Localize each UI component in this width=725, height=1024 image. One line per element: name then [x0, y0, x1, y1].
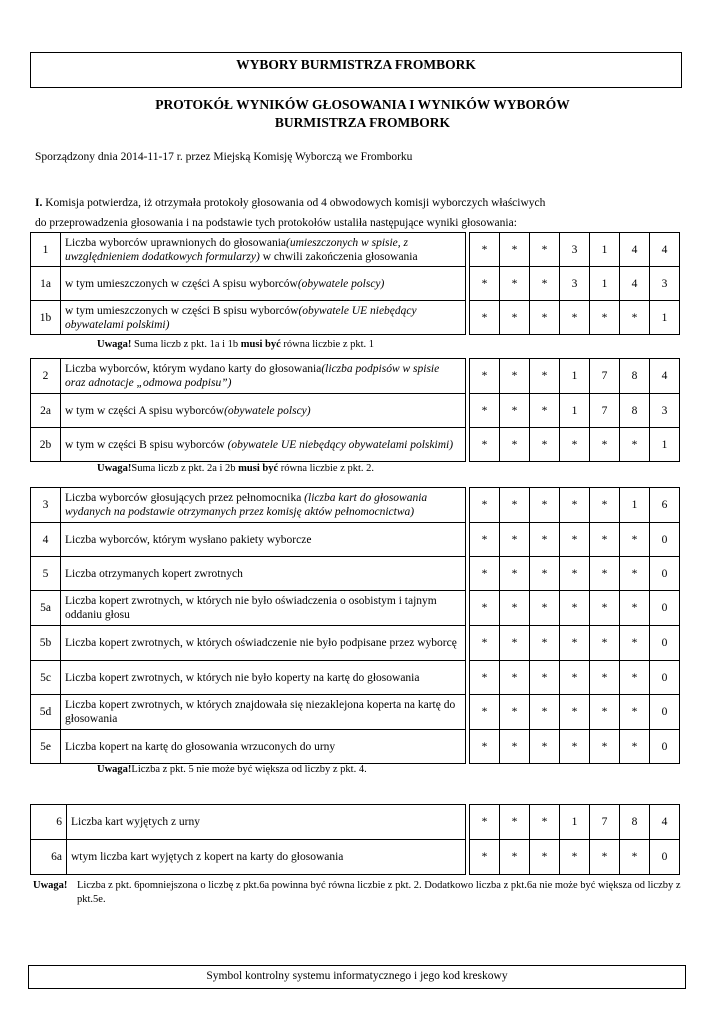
digit-cell: *	[530, 523, 560, 557]
digit-cell: *	[500, 730, 530, 764]
note-1: Uwaga! Suma liczb z pkt. 1a i 1b musi być równa liczbie z pkt. 1	[97, 339, 375, 350]
protocol-title-line1: PROTOKÓŁ WYNIKÓW GŁOSOWANIA I WYNIKÓW WYBORÓW	[155, 97, 570, 112]
row-description: Liczba kopert zwrotnych, w których nie było koperty na kartę do głosowania	[61, 661, 466, 695]
digit-cell: 1	[590, 267, 620, 301]
digit-cell: *	[530, 626, 560, 661]
table-row	[31, 591, 680, 626]
table-row	[31, 359, 680, 394]
digit-cell: *	[590, 626, 620, 661]
digit-cell: *	[470, 557, 500, 591]
digit-cell: 7	[590, 805, 620, 840]
row-description: Liczba kopert zwrotnych, w których znajdowała się niezaklejona koperta na kartę do głosowania	[61, 695, 466, 730]
digit-cell: 4	[650, 233, 680, 267]
digit-cell: *	[620, 557, 650, 591]
control-symbol-box: Symbol kontrolny systemu informatycznego i jego kod kreskowy	[28, 965, 686, 989]
digit-cell: *	[470, 428, 500, 462]
digit-cell: *	[620, 730, 650, 764]
digit-cell: *	[620, 591, 650, 626]
table-row	[31, 233, 680, 267]
row-description: Liczba wyborców, którym wydano karty do głosowania(liczba podpisów w spisie oraz adnotacje „odmowa podpisu”)	[61, 359, 466, 394]
protocol-title	[0, 96, 725, 132]
digit-cell: *	[500, 695, 530, 730]
digit-cell: *	[560, 661, 590, 695]
digit-cell: *	[470, 523, 500, 557]
table-row	[31, 267, 680, 301]
digit-cell: *	[590, 730, 620, 764]
digit-cell: *	[590, 428, 620, 462]
digit-cell: *	[530, 805, 560, 840]
digit-cell: *	[590, 488, 620, 523]
digit-cell: *	[530, 301, 560, 335]
table-row	[31, 523, 680, 557]
row-description: Liczba wyborców uprawnionych do głosowania(umieszczonych w spisie, z uwzględnieniem dodatkowych formularzy) w chwili zakończenia głosowania	[61, 233, 466, 267]
note-2: Uwaga!Suma liczb z pkt. 2a i 2b musi być równa liczbie z pkt. 2.	[97, 463, 375, 474]
digit-cell: *	[500, 626, 530, 661]
digit-cell: *	[590, 523, 620, 557]
table-group3	[30, 487, 680, 764]
digit-cell: *	[560, 626, 590, 661]
row-number: 2a	[31, 394, 61, 428]
digit-cell: *	[500, 394, 530, 428]
table-row	[31, 840, 680, 875]
digit-cell: 0	[650, 840, 680, 875]
table-row	[31, 394, 680, 428]
digit-cell: *	[560, 488, 590, 523]
row-description: w tym w części B spisu wyborców (obywatele UE niebędący obywatelami polskimi)	[61, 428, 466, 462]
digit-cell: *	[620, 301, 650, 335]
digit-cell: 3	[650, 267, 680, 301]
digit-cell: *	[620, 523, 650, 557]
row-description: Liczba kart wyjętych z urny	[67, 805, 466, 840]
digit-cell: *	[500, 359, 530, 394]
intro-line2: do przeprowadzenia głosowania i na podstawie tych protokołów ustaliła następujące wyniki głosowania:	[35, 217, 517, 229]
row-number: 5e	[31, 730, 61, 764]
digit-cell: *	[500, 661, 530, 695]
digit-cell: *	[530, 428, 560, 462]
table-row	[31, 626, 680, 661]
digit-cell: *	[470, 840, 500, 875]
digit-cell: 3	[560, 267, 590, 301]
digit-cell: 1	[560, 805, 590, 840]
row-number: 1b	[31, 301, 61, 335]
row-description: Liczba kopert na kartę do głosowania wrzuconych do urny	[61, 730, 466, 764]
digit-cell: 8	[620, 359, 650, 394]
digit-cell: 4	[620, 233, 650, 267]
digit-cell: *	[560, 557, 590, 591]
digit-cell: *	[530, 394, 560, 428]
row-description: wtym liczba kart wyjętych z kopert na karty do głosowania	[67, 840, 466, 875]
digit-cell: *	[560, 523, 590, 557]
digit-cell: *	[530, 267, 560, 301]
digit-cell: 3	[560, 233, 590, 267]
row-description: w tym umieszczonych w części B spisu wyborców(obywatele UE niebędący obywatelami polskimi)	[61, 301, 466, 335]
row-number: 5d	[31, 695, 61, 730]
digit-cell: 7	[590, 359, 620, 394]
row-number: 2	[31, 359, 61, 394]
row-number: 2b	[31, 428, 61, 462]
digit-cell: *	[530, 695, 560, 730]
protocol-title-line2: BURMISTRZA FROMBORK	[274, 115, 451, 130]
digit-cell: *	[560, 840, 590, 875]
row-number: 1	[31, 233, 61, 267]
digit-cell: *	[590, 591, 620, 626]
digit-cell: *	[470, 626, 500, 661]
digit-cell: *	[470, 359, 500, 394]
digit-cell: *	[500, 488, 530, 523]
digit-cell: 0	[650, 557, 680, 591]
digit-cell: 0	[650, 730, 680, 764]
table-group2	[30, 358, 680, 462]
digit-cell: *	[470, 488, 500, 523]
row-description: Liczba kopert zwrotnych, w których nie było oświadczenia o osobistym i tajnym oddaniu głosu	[61, 591, 466, 626]
table-group1	[30, 232, 680, 335]
intro-paragraph	[35, 193, 695, 233]
digit-cell: 1	[620, 488, 650, 523]
digit-cell: 0	[650, 591, 680, 626]
digit-cell: *	[500, 557, 530, 591]
digit-cell: *	[500, 840, 530, 875]
digit-cell: 1	[650, 428, 680, 462]
table-row	[31, 301, 680, 335]
digit-cell: *	[590, 840, 620, 875]
digit-cell: *	[560, 428, 590, 462]
row-number: 5b	[31, 626, 61, 661]
table-row	[31, 805, 680, 840]
digit-cell: *	[590, 661, 620, 695]
digit-cell: *	[500, 233, 530, 267]
digit-cell: 8	[620, 394, 650, 428]
digit-cell: 1	[560, 394, 590, 428]
digit-cell: *	[470, 233, 500, 267]
created-text: Sporządzony dnia 2014-11-17 r. przez Miejską Komisję Wyborczą we Fromborku	[35, 151, 413, 163]
digit-cell: *	[500, 267, 530, 301]
digit-cell: 4	[620, 267, 650, 301]
digit-cell: *	[560, 695, 590, 730]
digit-cell: *	[500, 523, 530, 557]
note-3: Uwaga!Liczba z pkt. 5 nie może być większa od liczby z pkt. 4.	[97, 764, 367, 775]
digit-cell: *	[590, 301, 620, 335]
row-description: Liczba wyborców głosujących przez pełnomocnika (liczba kart do głosowania wydanych na podstawie otrzymanych przez komisję aktów pełnomocnictwa)	[61, 488, 466, 523]
digit-cell: *	[530, 661, 560, 695]
digit-cell: *	[620, 840, 650, 875]
row-description: Liczba wyborców, którym wysłano pakiety wyborcze	[61, 523, 466, 557]
digit-cell: 1	[560, 359, 590, 394]
digit-cell: *	[560, 301, 590, 335]
intro-line1: Komisja potwierdza, iż otrzymała protokoły głosowania od 4 obwodowych komisji wyborczych właściwych	[42, 197, 546, 209]
table-row	[31, 557, 680, 591]
digit-cell: *	[590, 695, 620, 730]
row-number: 6	[31, 805, 67, 840]
row-number: 6a	[31, 840, 67, 875]
digit-cell: *	[620, 661, 650, 695]
table-row	[31, 661, 680, 695]
digit-cell: *	[500, 805, 530, 840]
row-number: 1a	[31, 267, 61, 301]
row-number: 3	[31, 488, 61, 523]
digit-cell: *	[530, 488, 560, 523]
digit-cell: *	[470, 805, 500, 840]
digit-cell: 1	[590, 233, 620, 267]
row-number: 5a	[31, 591, 61, 626]
digit-cell: 8	[620, 805, 650, 840]
row-number: 4	[31, 523, 61, 557]
digit-cell: *	[470, 591, 500, 626]
digit-cell: *	[470, 661, 500, 695]
digit-cell: 0	[650, 695, 680, 730]
digit-cell: 6	[650, 488, 680, 523]
digit-cell: 0	[650, 626, 680, 661]
digit-cell: 0	[650, 523, 680, 557]
digit-cell: 0	[650, 661, 680, 695]
digit-cell: *	[470, 267, 500, 301]
row-number: 5c	[31, 661, 61, 695]
digit-cell: *	[470, 394, 500, 428]
table-group4	[30, 804, 680, 875]
digit-cell: 7	[590, 394, 620, 428]
digit-cell: 4	[650, 805, 680, 840]
digit-cell: *	[620, 695, 650, 730]
row-description: Liczba kopert zwrotnych, w których oświadczenie nie było podpisane przez wyborcę	[61, 626, 466, 661]
digit-cell: *	[530, 730, 560, 764]
digit-cell: *	[620, 626, 650, 661]
row-number: 5	[31, 557, 61, 591]
digit-cell: *	[470, 695, 500, 730]
table-row	[31, 428, 680, 462]
digit-cell: *	[500, 591, 530, 626]
digit-cell: *	[560, 591, 590, 626]
table-row	[31, 695, 680, 730]
table-row	[31, 488, 680, 523]
digit-cell: *	[470, 301, 500, 335]
digit-cell: *	[530, 840, 560, 875]
digit-cell: 3	[650, 394, 680, 428]
digit-cell: *	[530, 359, 560, 394]
digit-cell: 4	[650, 359, 680, 394]
digit-cell: *	[590, 557, 620, 591]
election-header: WYBORY BURMISTRZA FROMBORK	[30, 52, 682, 88]
row-description: w tym w części A spisu wyborców(obywatele polscy)	[61, 394, 466, 428]
digit-cell: *	[500, 301, 530, 335]
digit-cell: *	[530, 233, 560, 267]
row-description: Liczba otrzymanych kopert zwrotnych	[61, 557, 466, 591]
digit-cell: *	[620, 428, 650, 462]
digit-cell: *	[530, 591, 560, 626]
digit-cell: *	[470, 730, 500, 764]
digit-cell: *	[560, 730, 590, 764]
digit-cell: 1	[650, 301, 680, 335]
table-row	[31, 730, 680, 764]
digit-cell: *	[530, 557, 560, 591]
intro-roman: I.	[35, 197, 43, 209]
digit-cell: *	[500, 428, 530, 462]
row-description: w tym umieszczonych w części A spisu wyborców(obywatele polscy)	[61, 267, 466, 301]
